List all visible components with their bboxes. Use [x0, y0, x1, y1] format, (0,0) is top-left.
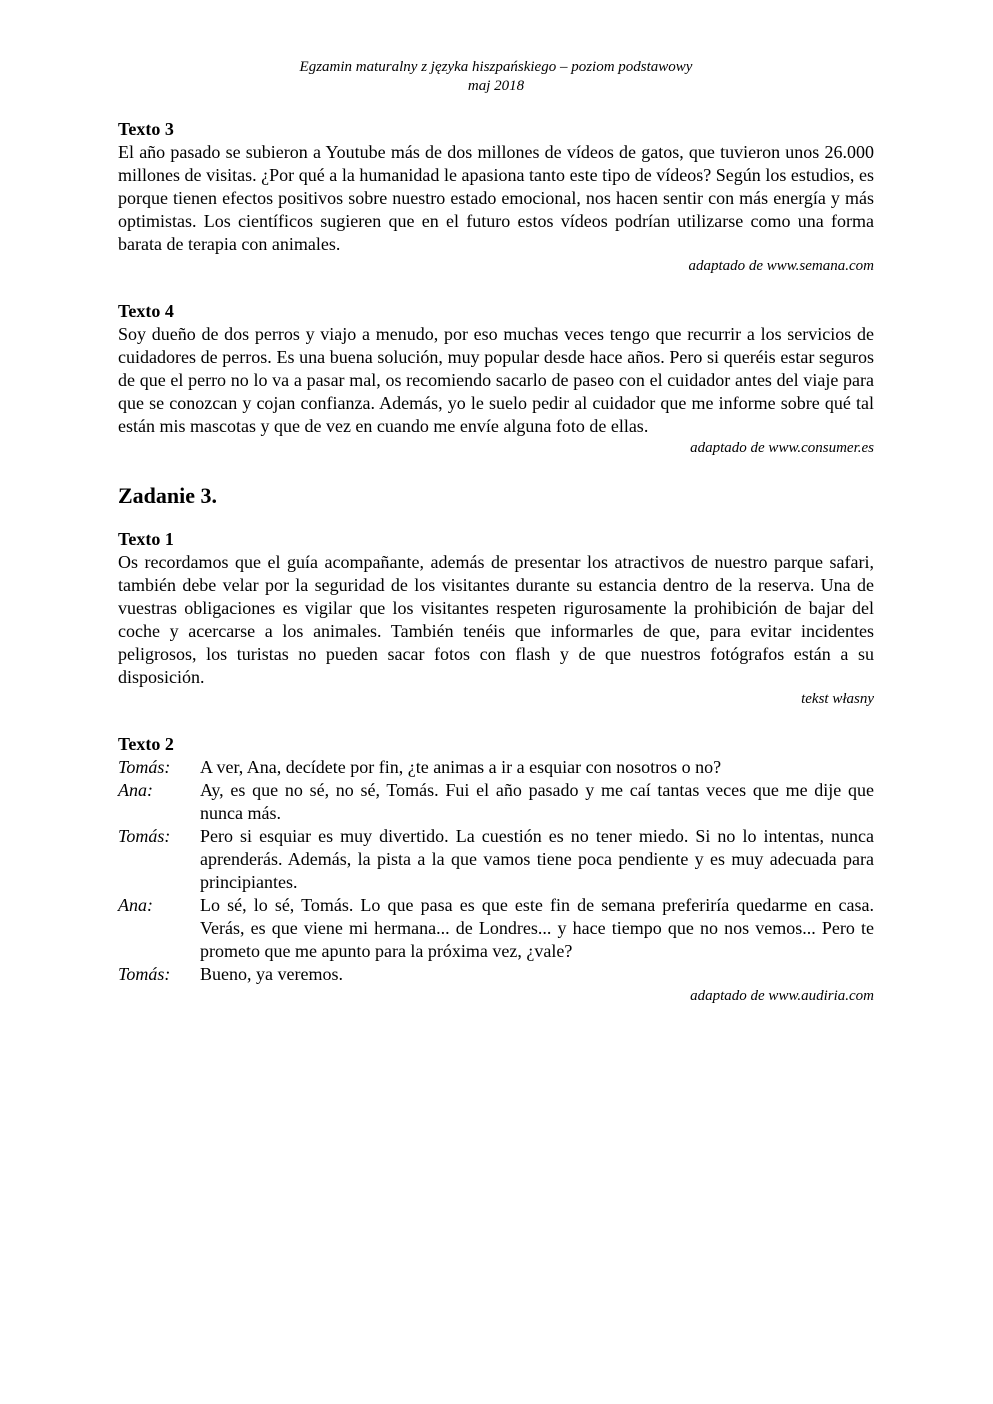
dialogue-line	[118, 894, 874, 963]
dialogue-speaker: Tomás:	[118, 757, 171, 777]
dialogue-speaker: Tomás:	[118, 826, 171, 846]
dialogue-line	[118, 963, 874, 986]
header-date: maj 2018	[467, 78, 525, 94]
dialogue-line	[118, 825, 874, 894]
texto4-title: Texto 4	[118, 301, 174, 321]
exam-page	[118, 58, 874, 1030]
texto3-section	[118, 118, 874, 276]
zadanie3-texto1-body: Os recordamos que el guía acompañante, además de presentar los atractivos de nuestro parque safari, también debe velar por la seguridad de los visitantes durante su estancia dentro de la reserva. Una de vuestras obligaciones es vigilar que los visitantes respeten rigurosamente la prohibición de bajar del coche y acercarse a los animales. También tenéis que informarles de que, para evitar incidentes peligrosos, los turistas no pueden sacar fotos con flash y de que nuestros fotógrafos están a su disposición.	[118, 552, 874, 687]
zadanie3-texto1-section	[118, 528, 874, 709]
zadanie3-texto2-section	[118, 733, 874, 1006]
texto3-body: El año pasado se subieron a Youtube más de dos millones de vídeos de gatos, que tuvieron unos 26.000 millones de visitas. ¿Por qué a la humanidad le apasiona tanto este tipo de vídeos? Según los estudios, es porque tienen efectos positivos sobre nuestro estado emocional, nos hacen sentir con más energía y más optimistas. Los científicos sugieren que en el futuro estos vídeos podrían utilizarse como una forma barata de terapia con animales.	[118, 142, 874, 254]
header-exam-title: Egzamin maturalny z języka hiszpańskiego – poziom podstawowy	[299, 59, 693, 75]
dialogue-speaker: Ana:	[118, 895, 153, 915]
zadanie3-texto2-source: adaptado de www.audiria.com	[690, 988, 874, 1004]
page-header	[118, 58, 874, 96]
zadanie3-heading: Zadanie 3.	[118, 483, 218, 508]
texto4-section	[118, 300, 874, 458]
dialogue-text: Lo sé, lo sé, Tomás. Lo que pasa es que este fin de semana preferiría quedarme en casa. Verás, es que viene mi hermana... de Londres... y hace tiempo que no nos vemos... Pero te prometo que me apunto para la próxima vez, ¿vale?	[200, 895, 874, 961]
dialogue-text: A ver, Ana, decídete por fin, ¿te animas a ir a esquiar con nosotros o no?	[200, 757, 722, 777]
dialogue-line	[118, 779, 874, 825]
zadanie3-texto1-title: Texto 1	[118, 529, 174, 549]
texto3-title: Texto 3	[118, 119, 174, 139]
dialogue-text: Pero si esquiar es muy divertido. La cuestión es no tener miedo. Si no lo intentas, nunca aprenderás. Además, la pista a la que vamos tiene poca pendiente y es muy adecuada para principiantes.	[200, 826, 874, 892]
texto3-source: adaptado de www.semana.com	[688, 258, 874, 274]
dialogue-text: Bueno, ya veremos.	[200, 964, 343, 984]
dialogue-text: Ay, es que no sé, no sé, Tomás. Fui el año pasado y me caí tantas veces que me dije que nunca más.	[200, 780, 874, 823]
texto4-source: adaptado de www.consumer.es	[690, 440, 874, 456]
dialogue-line	[118, 756, 874, 779]
texto4-body: Soy dueño de dos perros y viajo a menudo, por eso muchas veces tengo que recurrir a los servicios de cuidadores de perros. Es una buena solución, muy popular desde hace años. Pero si queréis estar seguros de que el perro no lo va a pasar mal, os recomiendo sacarlo de paseo con el cuidador antes del viaje para que se conozcan y cojan confianza. Además, yo le suelo pedir al cuidador que me informe sobre qué tal están mis mascotas y que de vez en cuando me envíe alguna foto de ellas.	[118, 324, 874, 436]
dialogue-speaker: Tomás:	[118, 964, 171, 984]
zadanie3-texto1-source: tekst własny	[801, 691, 874, 707]
dialogue-speaker: Ana:	[118, 780, 153, 800]
zadanie3-texto2-title: Texto 2	[118, 734, 174, 754]
